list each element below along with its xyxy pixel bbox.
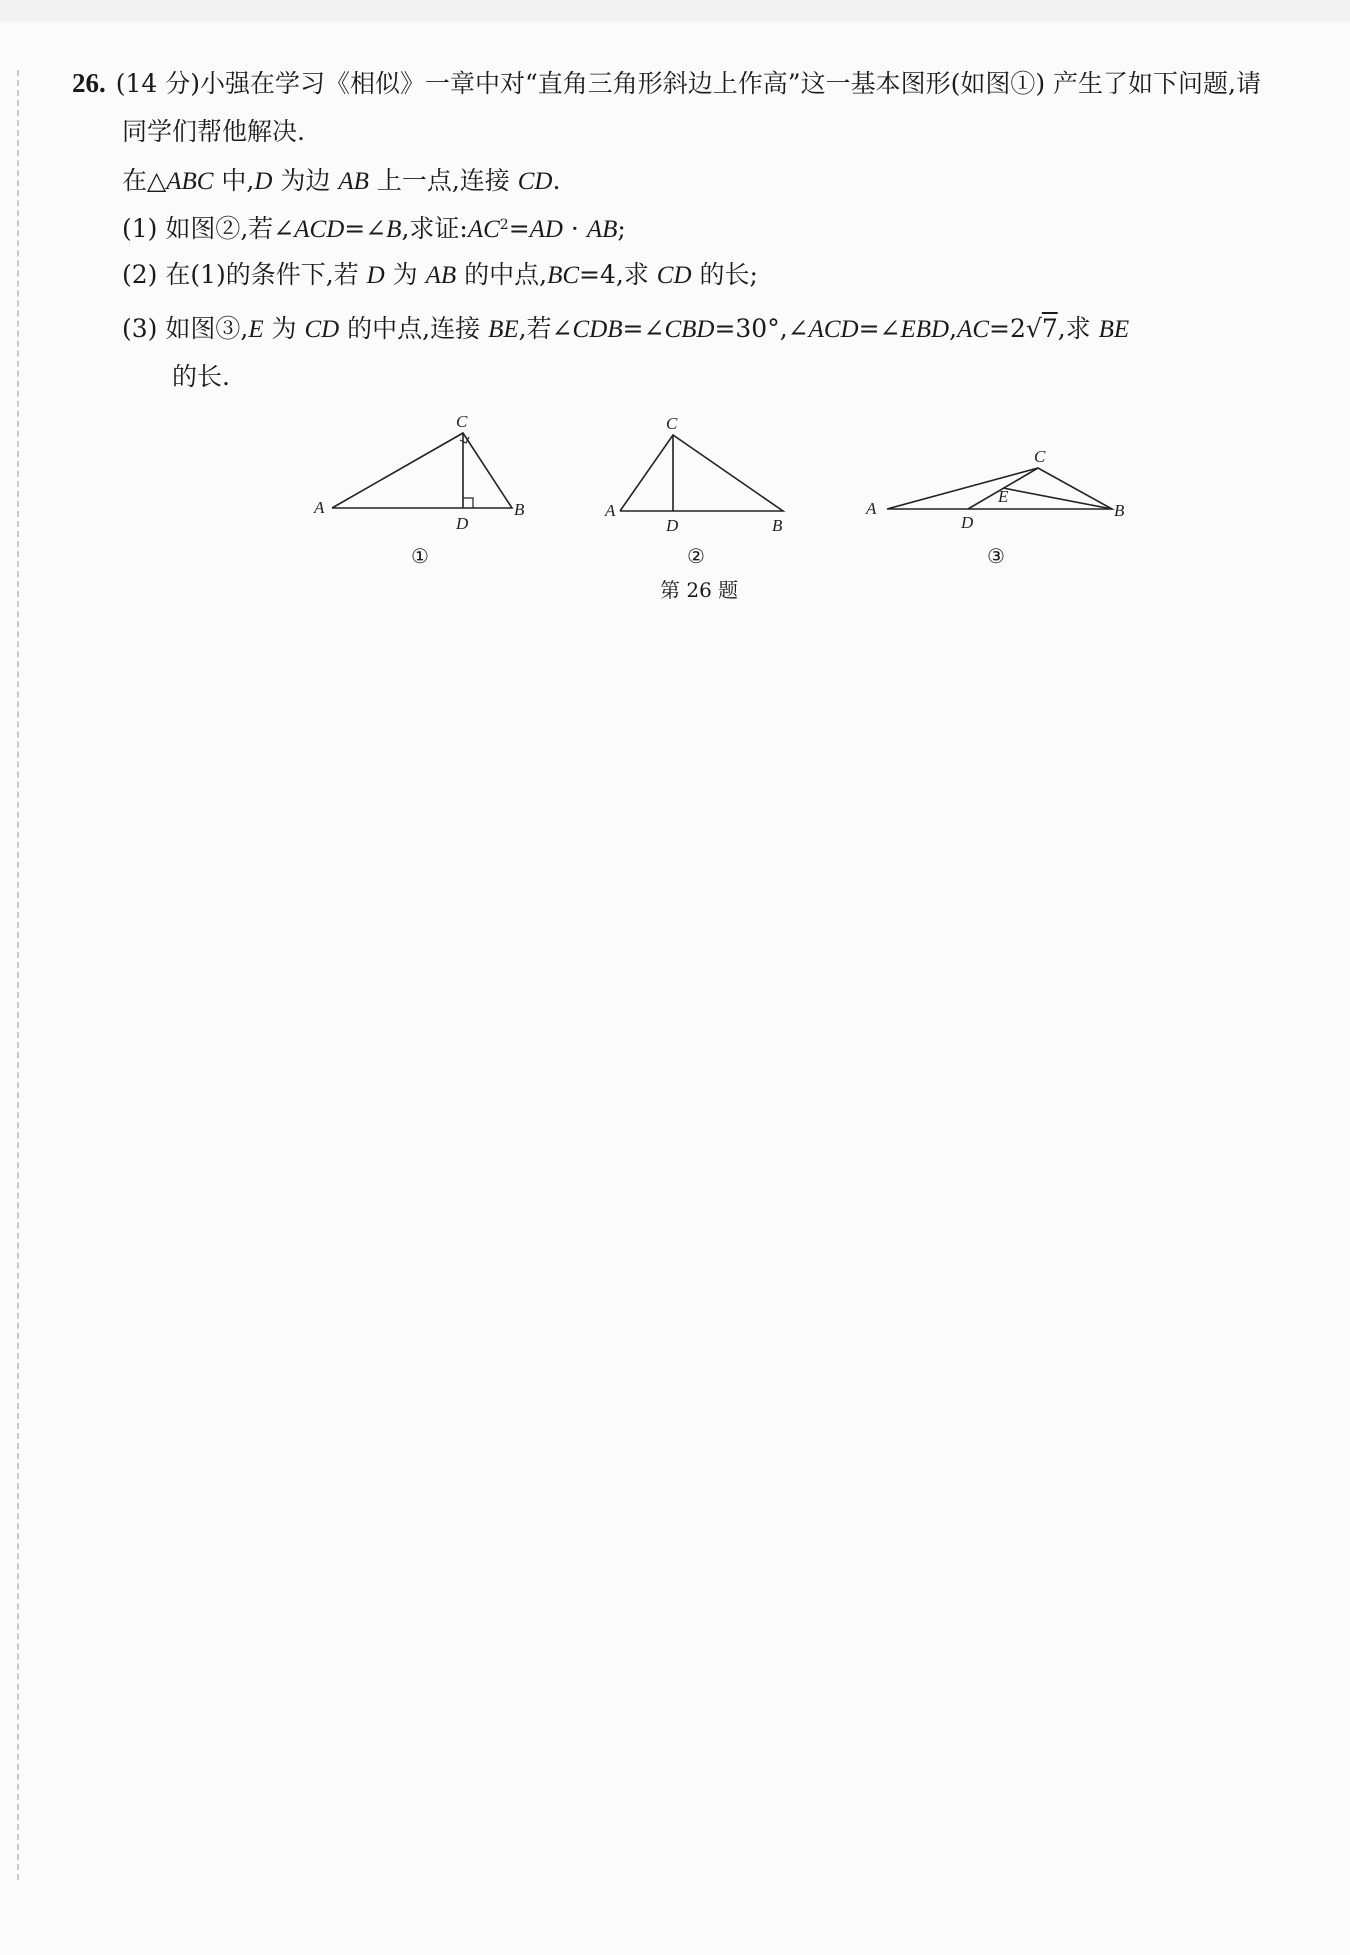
- part-1: (1) 如图②,若∠ACD=∠B,求证$:AC^2=AD$ · AB;: [122, 214, 626, 243]
- fig1-right-angle-d: [463, 498, 473, 508]
- figure-2: [600, 405, 810, 539]
- fig3-label-d: D: [961, 513, 974, 532]
- top-band: [0, 0, 1350, 22]
- fig2-triangle: [620, 435, 783, 511]
- question-number: 26.: [72, 68, 106, 98]
- figure-1: [300, 405, 540, 539]
- fig1-label-a: A: [314, 498, 325, 517]
- part-3: (3) 如图③,E 为 CD 的中点,连接 BE,若∠CDB=∠CBD=30°,∠ACD=∠EBD,AC=2√7,求 BE: [122, 314, 1130, 343]
- fig3-label-c: C: [1034, 447, 1046, 466]
- question-setup: 在△ABC 中,D 为边 AB 上一点,连接 CD.: [122, 166, 561, 195]
- fig2-label-c: C: [666, 414, 678, 433]
- fig3-label-a: A: [866, 499, 877, 518]
- fig3-label-e: E: [998, 487, 1009, 506]
- question-line-1: 26. (14 分)小强在学习《相似》一章中对“直角三角形斜边上作高”这一基本图形(如图①) 产生了如下问题,请: [72, 68, 1261, 98]
- figure-3-label: ③: [987, 544, 1005, 568]
- part-2: (2) 在(1)的条件下,若 D 为 AB 的中点,BC=4,求 CD 的长;: [122, 260, 758, 289]
- figure-3: [860, 440, 1135, 544]
- margin-fold-line: [17, 70, 19, 1880]
- fig2-label-b: B: [772, 516, 783, 535]
- fig2-label-d: D: [666, 516, 679, 535]
- figure-caption: 第 26 题: [660, 578, 739, 602]
- fig3-label-b: B: [1114, 501, 1125, 520]
- question-line-2: 同学们帮他解决.: [122, 117, 305, 146]
- fig1-label-d: D: [456, 514, 469, 533]
- fig1-label-c: C: [456, 412, 468, 431]
- figure-1-label: ①: [411, 544, 429, 568]
- fig1-label-b: B: [514, 500, 525, 519]
- fig1-triangle: [332, 433, 512, 508]
- fig1-right-angle-c: [460, 437, 469, 443]
- fig2-label-a: A: [605, 501, 616, 520]
- part-3-cont: 的长.: [172, 362, 230, 391]
- fig3-be-segment: [1003, 488, 1112, 509]
- figure-2-label: ②: [687, 544, 705, 568]
